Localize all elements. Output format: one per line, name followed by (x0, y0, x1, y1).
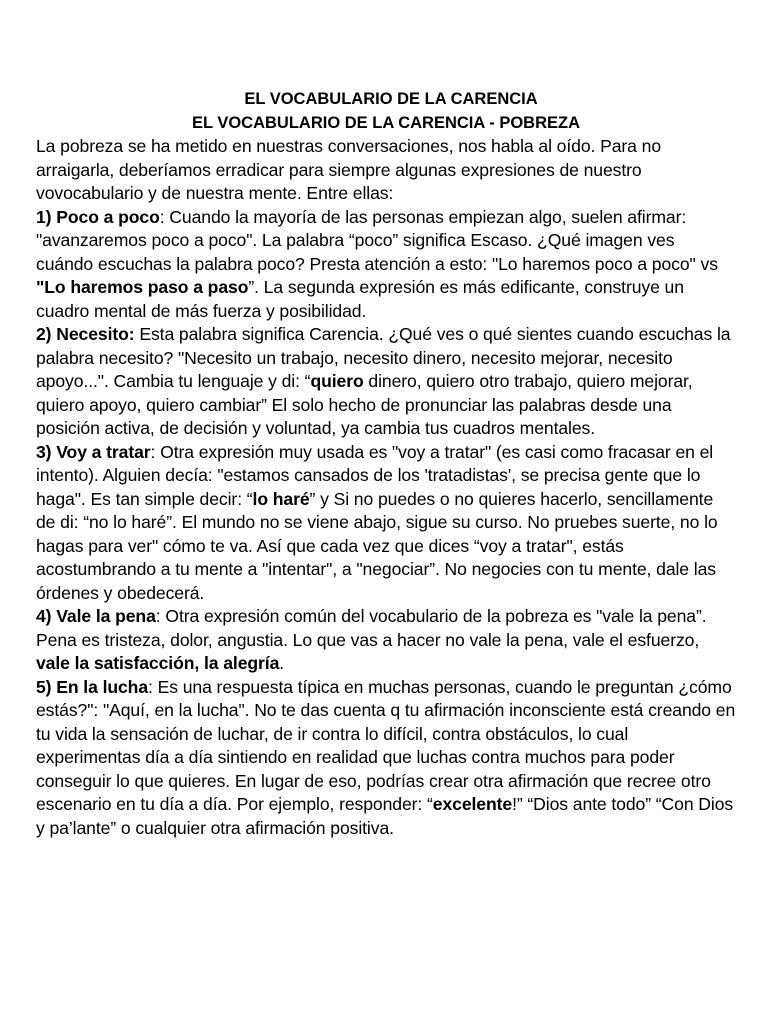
section-text: ”. La segunda expresión es más edificante, construye un cuadro mental de más fuerza y posibilidad. (36, 277, 684, 321)
section-paragraph (36, 605, 736, 676)
section-paragraph (36, 441, 736, 606)
document-body (36, 135, 736, 840)
section-text: Esta palabra significa Carencia. ¿Qué ves o qué sientes cuando escuchas la palabra necesito? "Necesito un trabajo, necesito dinero, necesito mejorar, necesito apoyo...". Cambia tu lenguaje y di: “ (36, 324, 731, 391)
section-text: !” “Dios ante todo” “Con Dios y pa’lante” o cualquier otra afirmación positiva. (36, 794, 734, 838)
emphasis-text: "Lo haremos paso a paso (36, 277, 249, 297)
section-text: . (279, 653, 285, 673)
document-title: EL VOCABULARIO DE LA CARENCIA (244, 90, 538, 108)
intro-paragraph: La pobreza se ha metido en nuestras conversaciones, nos habla al oído. Para no arraigarla, deberíamos erradicar para siempre algunas expresiones de nuestro vovocabulario y de nuestra mente. Entre ellas: (36, 136, 662, 203)
emphasis-text: excelente (432, 794, 513, 814)
document-subtitle: EL VOCABULARIO DE LA CARENCIA - POBREZA (191, 113, 581, 132)
section-text: : Es una respuesta típica en muchas personas, cuando le preguntan ¿cómo estás?": "Aquí, en la lucha". No te das cuenta q tu afirmación inconsciente está creando en tu vida la sensación de luchar, de ir contra lo difícil, contra obstáculos, lo cual experimentas día a día sintiendo en realidad que luchas contra muchos para poder conseguir lo que quieres. En lugar de eso, podrías crear otra afirmación que recree otro escenario en tu día a día. Por ejemplo, responder: “ (36, 676, 736, 814)
section-paragraph (36, 323, 736, 441)
document-page (36, 88, 736, 840)
section-text: ” y Si no puedes o no quieres hacerlo, sencillamente de di: “no lo haré”. El mundo no se viene abajo, sigue su curso. No pruebes suerte, no lo hagas para ver" cómo te va. Así que cada vez que dices “voy a tratar", estás acostumbrando a tu mente a "intentar", a "negociar”. No negocies con tu mente, dale las órdenes y obedecerá. (36, 488, 718, 603)
section-text: : Otra expresión común del vocabulario de la pobreza es "vale la pena”. Pena es tristeza, dolor, angustia. Lo que vas a hacer no vale la pena, vale el esfuerzo, (36, 606, 707, 650)
section-text: : Otra expresión muy usada es "voy a tratar" (es casi como fracasar en el intento). Alguien decía: "estamos cansados de los 'tratadistas', se precisa gente que lo haga". Es tan simple decir: “ (36, 441, 714, 509)
section-heading: 1) Poco a poco (36, 206, 160, 227)
sections-list (36, 206, 736, 841)
section-paragraph (36, 676, 736, 841)
section-paragraph (36, 206, 736, 324)
section-heading: 4) Vale la pena (36, 606, 156, 626)
section-heading: 5) En la lucha (36, 676, 149, 697)
emphasis-text: vale la satisfacción, la alegría (36, 653, 280, 673)
section-heading: 2) Necesito: (36, 324, 135, 344)
emphasis-text: quiero (310, 371, 364, 391)
section-text: dinero, quiero otro trabajo, quiero mejorar, quiero apoyo, quiero cambiar” El solo hecho de pronunciar las palabras desde una posición activa, de decisión y voluntad, ya cambia tus cuadros mentales. (36, 371, 693, 438)
emphasis-text: lo haré (252, 488, 310, 509)
section-text: : Cuando la mayoría de las personas empiezan algo, suelen afirmar: "avanzaremos poco a poco". La palabra “poco” significa Escaso. ¿Qué imagen ves cuándo escuchas la palabra poco? Presta atención a esto: "Lo haremos poco a poco" vs (36, 206, 718, 274)
section-heading: 3) Voy a tratar (36, 441, 151, 462)
